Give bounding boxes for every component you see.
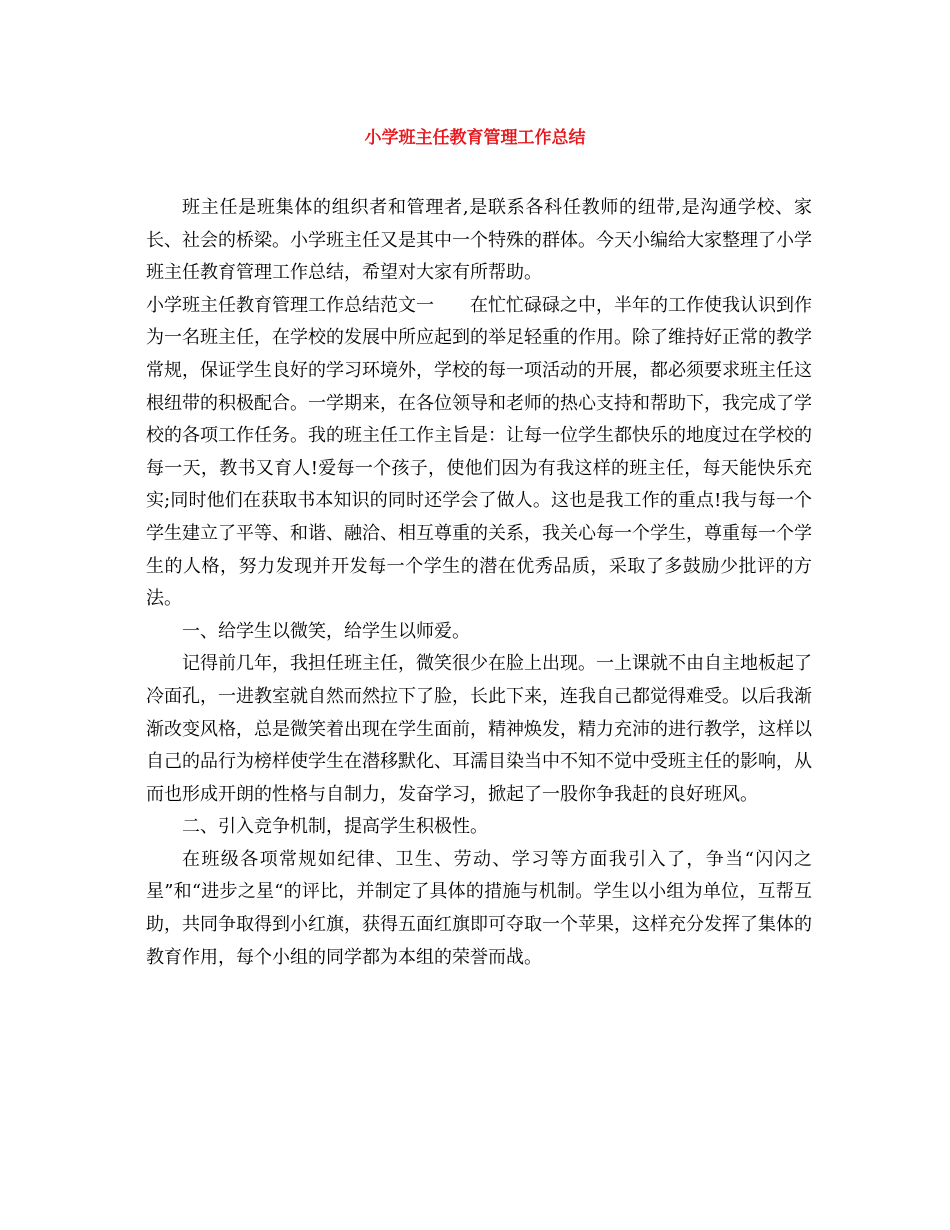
- section-heading-competition: 二、引入竞争机制，提高学生积极性。: [182, 816, 488, 838]
- section-heading-smile: 一、给学生以微笑，给学生以师爱。: [182, 620, 470, 642]
- document-body: [146, 192, 812, 974]
- document-title: 小学班主任教育管理工作总结: [364, 128, 586, 148]
- paragraph-sample-one: 小学班主任教育管理工作总结范文一 在忙忙碌碌之中，半年的工作使我认识到作为一名班主任，在学校的发展中所应起到的举足轻重的作用。除了维持好正常的教学常规，保证学生良好的学习环境外，学校的每一项活动的开展，都必须要求班主任这根纽带的积极配合。一学期来，在各位领导和老师的热心支持和帮助下，我完成了学校的各项工作任务。我的班主任工作主旨是：让每一位学生都快乐的地度过在学校的每一天，教书又育人!爱每一个孩子，使他们因为有我这样的班主任，每天能快乐充实;同时他们在获取书本知识的同时还学会了做人。这也是我工作的重点!我与每一个学生建立了平等、和谐、融洽、相互尊重的关系，我关心每一个学生，尊重每一个学生的人格，努力发现并开发每一个学生的潜在优秀品质，采取了多鼓励少批评的方法。: [146, 294, 812, 610]
- paragraph-smile: 记得前几年，我担任班主任，微笑很少在脸上出现。一上课就不由自主地板起了冷面孔，一进教室就自然而然拉下了脸，长此下来，连我自己都觉得难受。以后我渐渐改变风格，总是微笑着出现在学生面前，精神焕发，精力充沛的进行教学，这样以自己的品行为榜样使学生在潜移默化、耳濡目染当中不知不觉中受班主任的影响，从而也形成开朗的性格与自制力，发奋学习，掀起了一股你争我赶的良好班风。: [146, 653, 812, 805]
- paragraph-intro: 班主任是班集体的组织者和管理者,是联系各科任教师的纽带,是沟通学校、家长、社会的桥梁。小学班主任又是其中一个特殊的群体。今天小编给大家整理了小学班主任教育管理工作总结，希望对大家有所帮助。: [146, 197, 812, 284]
- paragraph-competition: 在班级各项常规如纪律、卫生、劳动、学习等方面我引入了，争当“闪闪之星”和“进步之星“的评比，并制定了具体的措施与机制。学生以小组为单位，互帮互助，共同争取得到小红旗，获得五面红旗即可夺取一个苹果，这样充分发挥了集体的教育作用，每个小组的同学都为本组的荣誉而战。: [146, 848, 812, 968]
